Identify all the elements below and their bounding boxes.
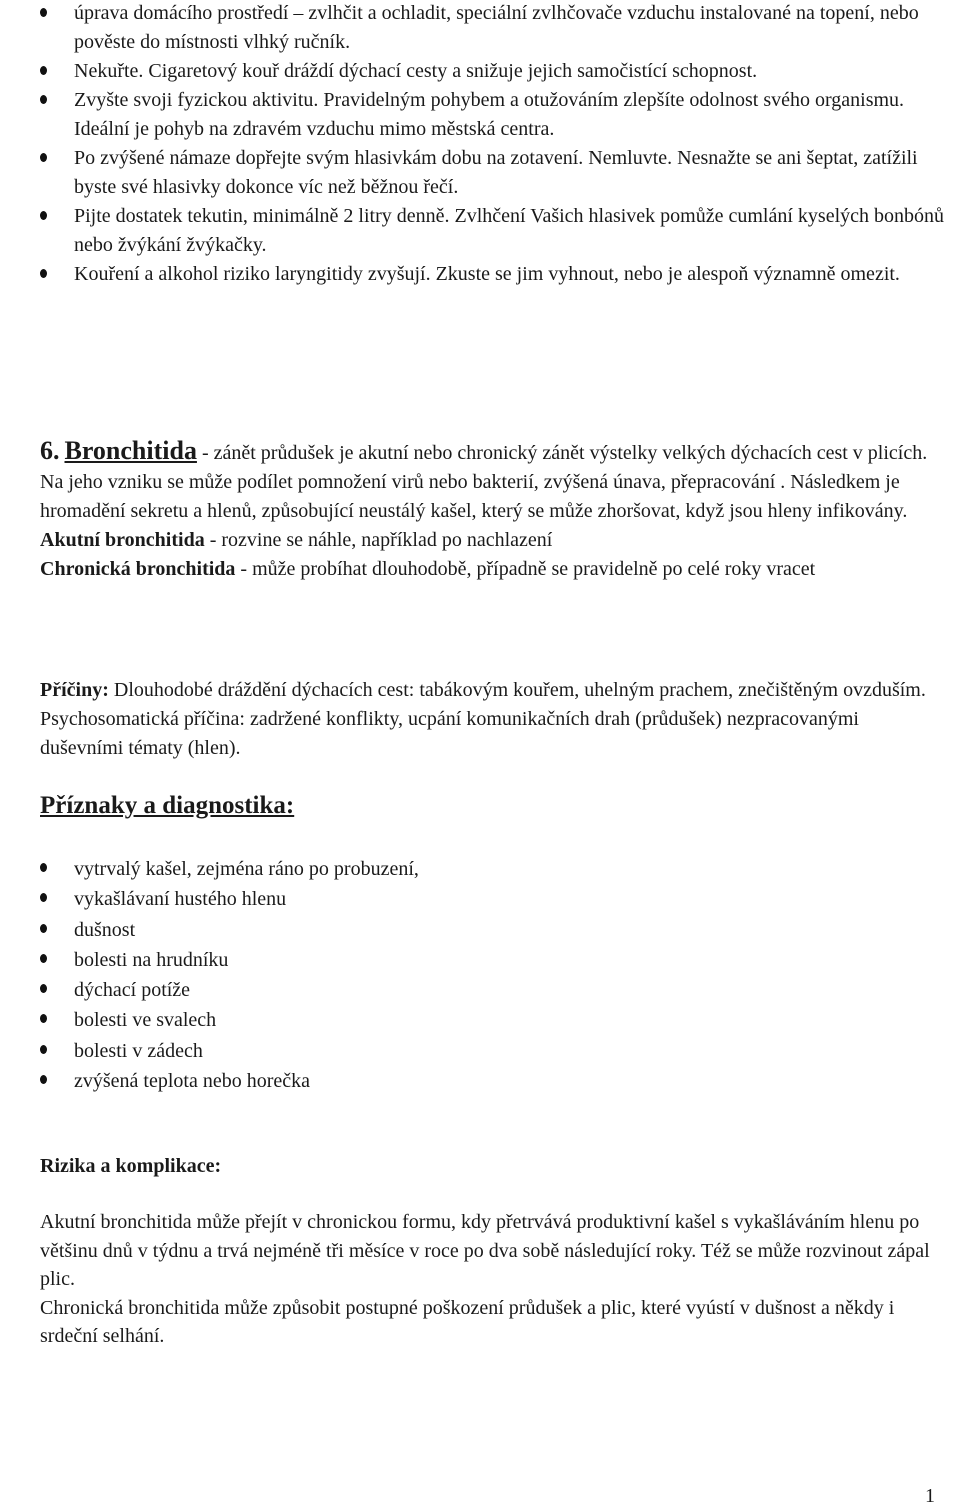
list-item <box>0 86 945 144</box>
acute-text: - rozvine se náhle, například po nachlazení <box>204 529 553 551</box>
causes-paragraph <box>40 676 940 763</box>
risks-heading-block <box>40 1152 940 1181</box>
bullet-icon <box>40 1014 47 1023</box>
symptoms-list <box>0 854 960 1096</box>
section-number: 6. <box>40 436 60 465</box>
list-item <box>0 854 960 884</box>
risks-heading: Rizika a komplikace: <box>40 1155 222 1177</box>
bullet-icon <box>40 1045 47 1054</box>
symptoms-heading-block <box>40 791 940 820</box>
list-item <box>0 1036 960 1066</box>
bullet-icon <box>40 211 47 220</box>
list-item-text: bolesti ve svalech <box>74 1009 217 1032</box>
list-item <box>0 915 960 945</box>
causes-label: Příčiny: <box>40 679 109 701</box>
bullet-icon <box>40 863 47 872</box>
list-item-text: Po zvýšené námaze dopřejte svým hlasivkám dobu na zotavení. Nemluvte. Nesnažte se ani šeptat, zatížili byste své hlasivky dokonce víc než běžnou řečí. <box>74 147 918 198</box>
acute-label: Akutní bronchitida <box>40 529 205 551</box>
list-item <box>0 1066 960 1096</box>
bullet-icon <box>40 8 47 17</box>
list-item <box>0 202 945 260</box>
list-item-text: Nekuřte. Cigaretový kouř dráždí dýchací cesty a snižuje jejich samočistící schopnost. <box>74 60 758 82</box>
list-item-text: úprava domácího prostředí – zvlhčit a ochladit, speciální zvlhčovače vzduchu instalované na topení, nebo pověste do místnosti vlhký ručník. <box>74 2 919 53</box>
chronic-text: - může probíhat dlouhodobě, případně se pravidelně po celé roky vracet <box>235 558 816 580</box>
list-item <box>0 945 960 975</box>
risks-paragraph-2: Chronická bronchitida může způsobit postupné poškození průdušek a plic, které vyústí v dušnost a někdy i srdeční selhání. <box>40 1296 895 1347</box>
list-item <box>0 884 960 914</box>
list-item-text: Zvyšte svoji fyzickou aktivitu. Pravidelným pohybem a otužováním zlepšíte odolnost svého organismu. Ideální je pohyb na zdravém vzduchu mimo městská centra. <box>74 89 905 140</box>
list-item-text: bolesti na hrudníku <box>74 948 229 971</box>
list-item-text: zvýšená teplota nebo horečka <box>74 1070 311 1093</box>
list-item-text: bolesti v zádech <box>74 1039 203 1062</box>
list-item <box>0 260 945 289</box>
bullet-icon <box>40 893 47 902</box>
bullet-icon <box>40 954 47 963</box>
section-intro: - zánět průdušek je akutní nebo chronický zánět výstelky velkých dýchacích cest v plicích. Na jeho vzniku se může podílet pomnožení virů nebo bakterií, zvýšená únava, přepracování . Následkem je hromadění sekretu a hlenů, způsobující neustálý kašel, který se může zhoršovat, když jsou hleny infikovány. <box>40 442 928 522</box>
bullet-icon <box>40 153 47 162</box>
list-item-text: dýchací potíže <box>74 979 191 1002</box>
list-item-text: Kouření a alkohol riziko laryngitidy zvyšují. Zkuste se jim vyhnout, nebo je alespoň významně omezit. <box>74 263 900 285</box>
list-item <box>0 0 945 57</box>
bullet-icon <box>40 66 47 75</box>
bullet-icon <box>40 95 47 104</box>
bullet-icon <box>40 269 47 278</box>
chronic-label: Chronická bronchitida <box>40 558 236 580</box>
list-item-text: vykašlávaní hustého hlenu <box>74 888 287 911</box>
bullet-icon <box>40 924 47 933</box>
risks-body <box>40 1208 940 1351</box>
list-item <box>0 57 945 86</box>
bullet-icon <box>40 1075 47 1084</box>
page-number: 1 <box>925 1485 935 1507</box>
list-item-text: dušnost <box>74 918 136 941</box>
bullet-icon <box>40 984 47 993</box>
list-item <box>0 1005 960 1035</box>
list-item-text: Pijte dostatek tekutin, minimálně 2 litry denně. Zvlhčení Vašich hlasivek pomůže cumlání kyselých bonbónů nebo žvýkání žvýkačky. <box>74 205 945 256</box>
list-item <box>0 144 945 202</box>
symptoms-heading: Příznaky a diagnostika: <box>40 792 295 819</box>
list-item-text: vytrvalý kašel, zejména ráno po probuzení, <box>74 858 419 880</box>
section-title: Bronchitida <box>64 436 197 465</box>
list-item <box>0 975 960 1005</box>
section-bronchitida <box>40 436 940 584</box>
risks-paragraph-1: Akutní bronchitida může přejít v chronickou formu, kdy přetrvává produktivní kašel s vykašláváním hlenu po většinu dnů v týdnu a trvá nejméně tři měsíce v roce po dva sobě následující roky. Též se může rozvinout zápal plic. <box>40 1211 930 1290</box>
top-bullet-list <box>40 0 945 289</box>
causes-text: Dlouhodobé dráždění dýchacích cest: tabákovým kouřem, uhelným prachem, znečištěným ovzduším. Psychosomatická příčina: zadržené konflikty, ucpání komunikačních drah (průdušek) nezpracovanými duševními tématy (hlen). <box>40 679 926 759</box>
